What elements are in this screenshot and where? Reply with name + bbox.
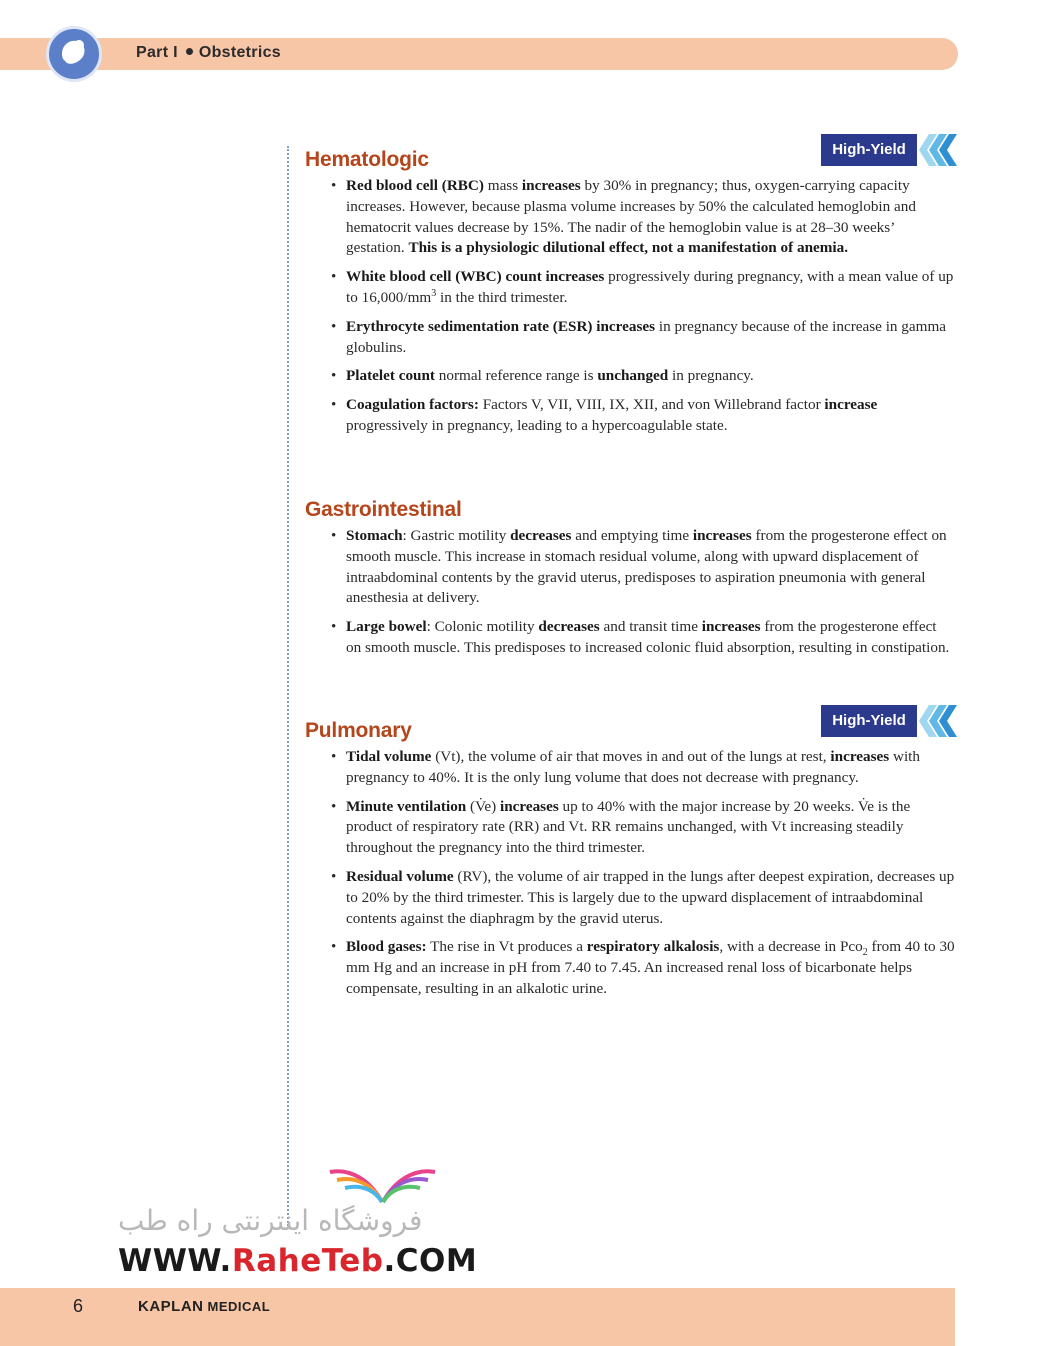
list-item: • Tidal volume (Vt), the volume of air that moves in and out of the lungs at rest, increases with pregnancy to 40%. It is the only lung volume that does not decrease with pregnancy. [331, 747, 955, 789]
fetus-logo-icon [46, 26, 102, 82]
chevrons-icon [917, 134, 957, 166]
list-item: • White blood cell (WBC) count increases progressively during pregnancy, with a mean value of up to $16,000/mm^3$ in the third trimester. [331, 267, 955, 309]
badge-label: High-Yield [821, 705, 917, 737]
running-header [136, 44, 281, 62]
list-item: • Erythrocyte sedimentation rate (ESR) increases in pregnancy because of the increase in gamma globulins. [331, 317, 955, 359]
footer-bar [0, 1288, 955, 1346]
list-item: • Residual volume (RV), the volume of air trapped in the lungs after deepest expiration, decreases up to 20% by the third trimester. This is largely due to the upward displacement of intraabdominal contents against the diaphragm by the gravid uterus. [331, 867, 955, 929]
list-item: • Stomach: Gastric motility decreases and emptying time increases from the progesterone effect on smooth muscle. This increase in stomach residual volume, along with upward displacement of intraabdominal contents by the gravid uterus, predisposes to aspiration pneumonia with general anesthesia at delivery. [331, 526, 955, 609]
list-item: • Red blood cell (RBC) mass increases by 30% in pregnancy; thus, oxygen-carrying capacity increases. However, because plasma volume increases by 50% the calculated hemoglobin and hematocrit values decrease by 15%. The nadir of the hemoglobin value is at 28–30 weeks’ gestation. This is a physiologic dilutional effect, not a manifestation of anemia. [331, 176, 955, 259]
section-gastrointestinal [305, 498, 955, 667]
watermark-url: WWW.RaheTeb.COM [118, 1243, 478, 1279]
section-title: Pulmonary [305, 719, 412, 742]
chapter-label: Obstetrics [198, 44, 281, 61]
high-yield-badge [821, 705, 955, 737]
list-item: • Minute ventilation (V̇e) increases up to 40% with the major increase by 20 weeks. V̇e is the product of respiratory rate (RR) and Vt. RR remains unchanged, with Vt increasing steadily throughout the pregnancy into the third trimester. [331, 797, 955, 859]
high-yield-badge [821, 134, 955, 166]
list-item: • Blood gases: The rise in Vt produces a respiratory alkalosis, with a decrease in Pco$_2$ from 40 to 30 mm Hg and an increase in pH from 7.40 to 7.45. An increased renal loss of bicarbonate helps compensate, resulting in an alkalotic urine. [331, 937, 955, 999]
margin-rule [287, 146, 289, 1226]
badge-label: High-Yield [821, 134, 917, 166]
chevrons-icon [917, 705, 957, 737]
list-item: • Platelet count normal reference range is unchanged in pregnancy. [331, 366, 955, 387]
section-hematologic [305, 141, 955, 445]
list-item: • Large bowel: Colonic motility decreases and transit time increases from the progesterone effect on smooth muscle. This predisposes to increased colonic fluid absorption, resulting in constipation. [331, 617, 955, 659]
section-title: Hematologic [305, 148, 429, 171]
section-title: Gastrointestinal [305, 498, 462, 521]
page-number: 6 [73, 1296, 84, 1316]
part-label: Part I [136, 44, 178, 61]
watermark-persian-text: فروشگاه اینترنتی راه طب [118, 1204, 423, 1237]
section-pulmonary [305, 712, 955, 1008]
list-item: • Coagulation factors: Factors V, VII, VIII, IX, XII, and von Willebrand factor increase progressively in pregnancy, leading to a hypercoagulable state. [331, 395, 955, 437]
book-rainbow-logo-icon [325, 1150, 440, 1205]
publisher-logo: KAPLAN MEDICAL [138, 1298, 271, 1315]
bullet-dot-icon [186, 48, 193, 55]
